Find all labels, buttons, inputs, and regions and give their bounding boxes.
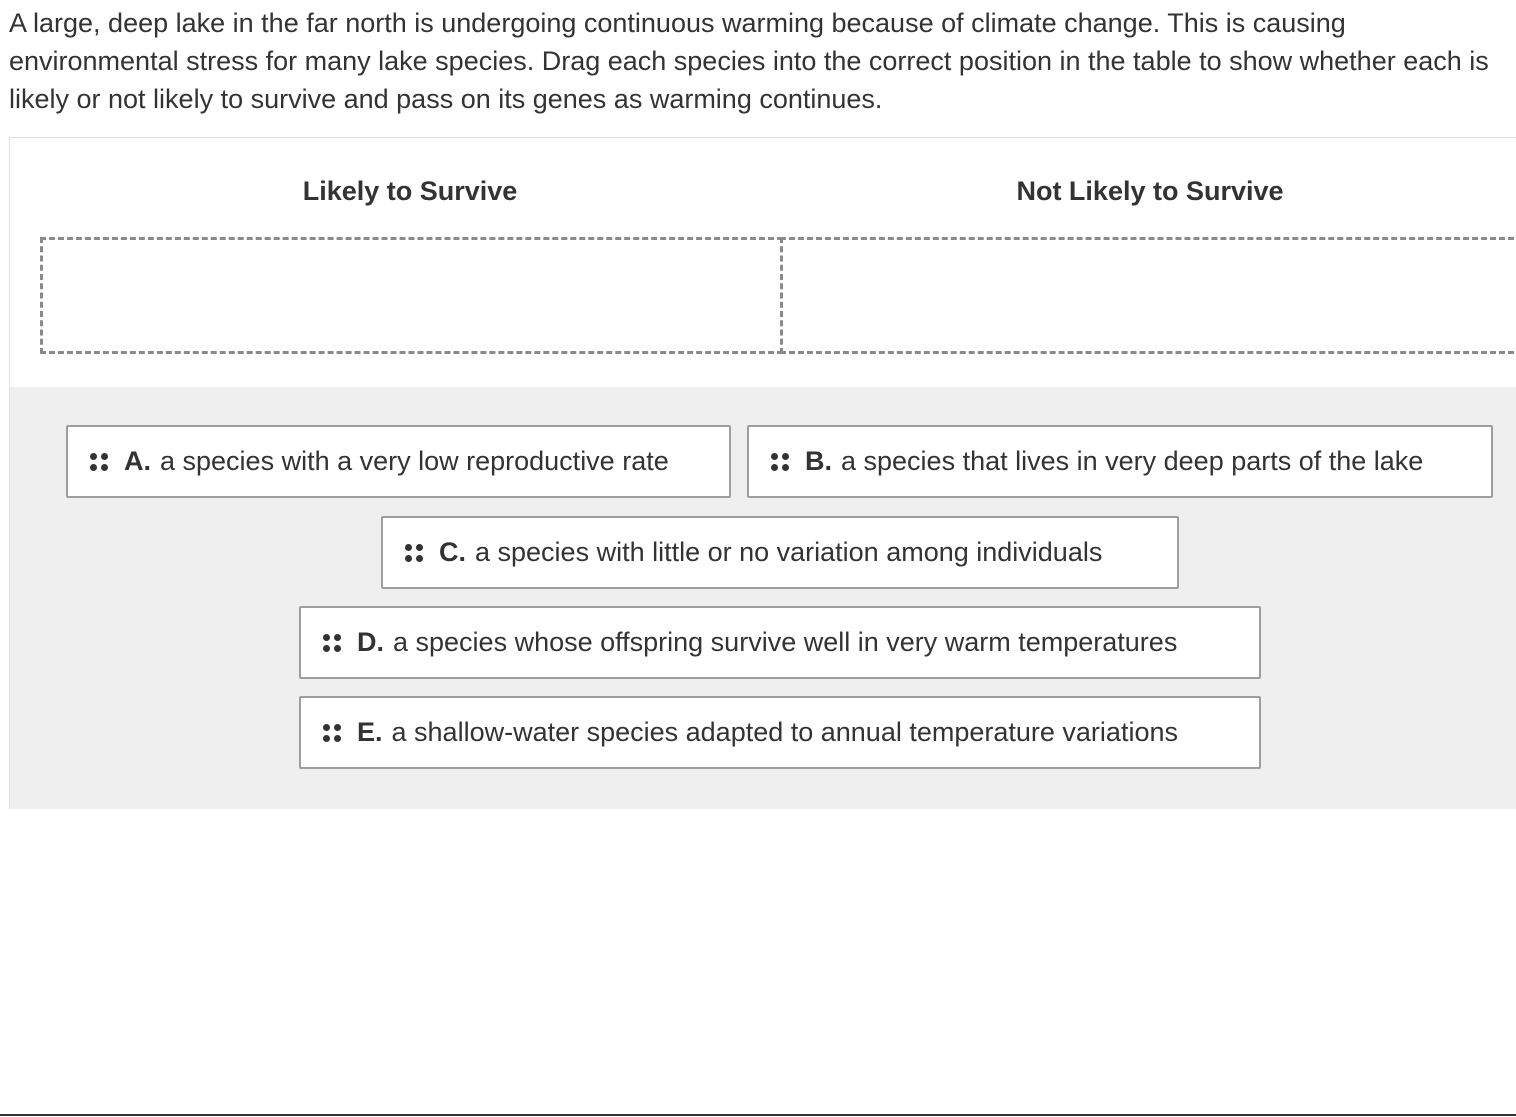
card-text: a species with a very low reproductive rate — [160, 446, 669, 476]
drag-handle-icon[interactable] — [323, 724, 341, 742]
card-letter: A. — [124, 446, 151, 476]
drag-handle-icon[interactable] — [323, 634, 341, 652]
card-a[interactable] — [66, 425, 731, 498]
table-header-row — [10, 138, 1516, 238]
card-text: a species that lives in very deep parts of the lake — [841, 446, 1424, 476]
page-bottom-divider — [0, 1114, 1516, 1116]
card-letter: C. — [439, 537, 466, 567]
answer-bank — [10, 387, 1516, 809]
card-letter: E. — [357, 717, 383, 747]
dropzone-not-likely[interactable] — [780, 237, 1516, 354]
card-b[interactable] — [747, 425, 1493, 498]
card-text: a shallow-water species adapted to annual temperature variations — [391, 717, 1178, 747]
card-text: a species whose offspring survive well in very warm temperatures — [393, 627, 1178, 657]
card-letter: D. — [357, 627, 384, 657]
card-d[interactable] — [299, 606, 1261, 679]
card-c[interactable] — [381, 516, 1179, 589]
card-letter: B. — [805, 446, 832, 476]
card-e[interactable] — [299, 696, 1261, 769]
dropzone-likely[interactable] — [40, 237, 783, 354]
drag-drop-panel — [9, 137, 1516, 809]
question-prompt: A large, deep lake in the far north is undergoing continuous warming because of climate change. This is causing environmental stress for many lake species. Drag each species into the correct position in the table to show whether each is likely or not likely to survive and pass on its genes as warming continues. — [9, 8, 1489, 114]
card-text: a species with little or no variation among individuals — [475, 537, 1103, 567]
drag-handle-icon[interactable] — [405, 544, 423, 562]
drag-handle-icon[interactable] — [771, 453, 789, 471]
drag-handle-icon[interactable] — [90, 453, 108, 471]
column-header-not-likely: Not Likely to Survive — [1016, 176, 1284, 206]
column-header-likely: Likely to Survive — [302, 176, 518, 206]
